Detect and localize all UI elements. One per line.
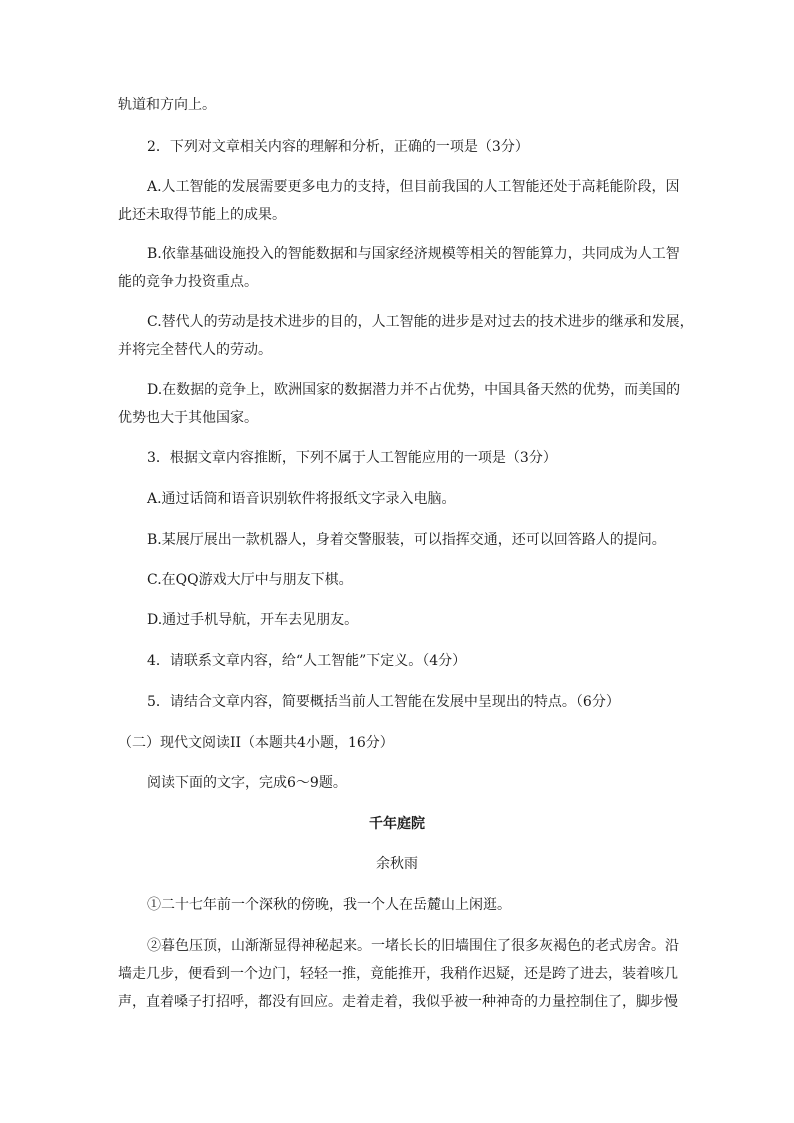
option-2b-cont: 能的竞争力投资重点。 — [118, 274, 258, 290]
article-title: 千年庭院 — [369, 816, 425, 832]
text-line: 轨道和方向上。 — [118, 97, 216, 113]
option-3b: B.某展厅展出一款机器人，身着交警服装，可以指挥交通，还可以回答路人的提问。 — [147, 532, 666, 548]
question-5: 5．请结合文章内容，简要概括当前人工智能在发展中呈现出的特点。（6分） — [147, 694, 620, 710]
paragraph-1: ①二十七年前一个深秋的傍晚，我一个人在岳麓山上闲逛。 — [147, 897, 511, 913]
option-2c-cont: 并将完全替代人的劳动。 — [118, 342, 272, 358]
paragraph-2-line-1: ②暮色压顶，山渐渐显得神秘起来。一堵长长的旧墙围住了很多灰褐色的老式房舍。沿 — [147, 938, 679, 954]
option-2a: A.人工智能的发展需要更多电力的支持，但目前我国的人工智能还处于高耗能阶段，因 — [147, 179, 680, 195]
option-2d: D.在数据的竞争上，欧洲国家的数据潜力并不占优势，中国具备天然的优势，而美国的 — [147, 382, 681, 398]
option-3d: D.通过手机导航，开车去见朋友。 — [147, 612, 359, 628]
option-2c: C.替代人的劳动是技术进步的目的，人工智能的进步是对过去的技术进步的继承和发展， — [147, 314, 694, 330]
reading-instruction: 阅读下面的文字，完成6～9题。 — [147, 775, 347, 791]
question-3: 3．根据文章内容推断，下列不属于人工智能应用的一项是（3分） — [147, 450, 557, 466]
option-3c: C.在QQ游戏大厅中与朋友下棋。 — [147, 572, 353, 588]
option-2a-cont: 此还未取得节能上的成果。 — [118, 207, 286, 223]
paragraph-2-line-3: 声，直着嗓子打招呼，都没有回应。走着走着，我似乎被一种神奇的力量控制住了，脚步慢 — [118, 994, 678, 1010]
paragraph-2-line-2: 墙走几步，便看到一个边门，轻轻一推，竟能推开，我稍作迟疑，还是跨了进去，装着咳几 — [118, 966, 678, 982]
question-4: 4．请联系文章内容，给“人工智能”下定义。（4分） — [147, 653, 467, 669]
option-2b: B.依靠基础设施投入的智能数据和与国家经济规模等相关的智能算力，共同成为人工智 — [147, 246, 680, 262]
question-2: 2．下列对文章相关内容的理解和分析，正确的一项是（3分） — [147, 139, 529, 155]
section-heading: （二）现代文阅读II（本题共4小题，16分） — [118, 735, 394, 751]
article-author: 余秋雨 — [376, 856, 418, 872]
option-2d-cont: 优势也大于其他国家。 — [118, 410, 258, 426]
option-3a: A.通过话筒和语音识别软件将报纸文字录入电脑。 — [147, 491, 456, 507]
